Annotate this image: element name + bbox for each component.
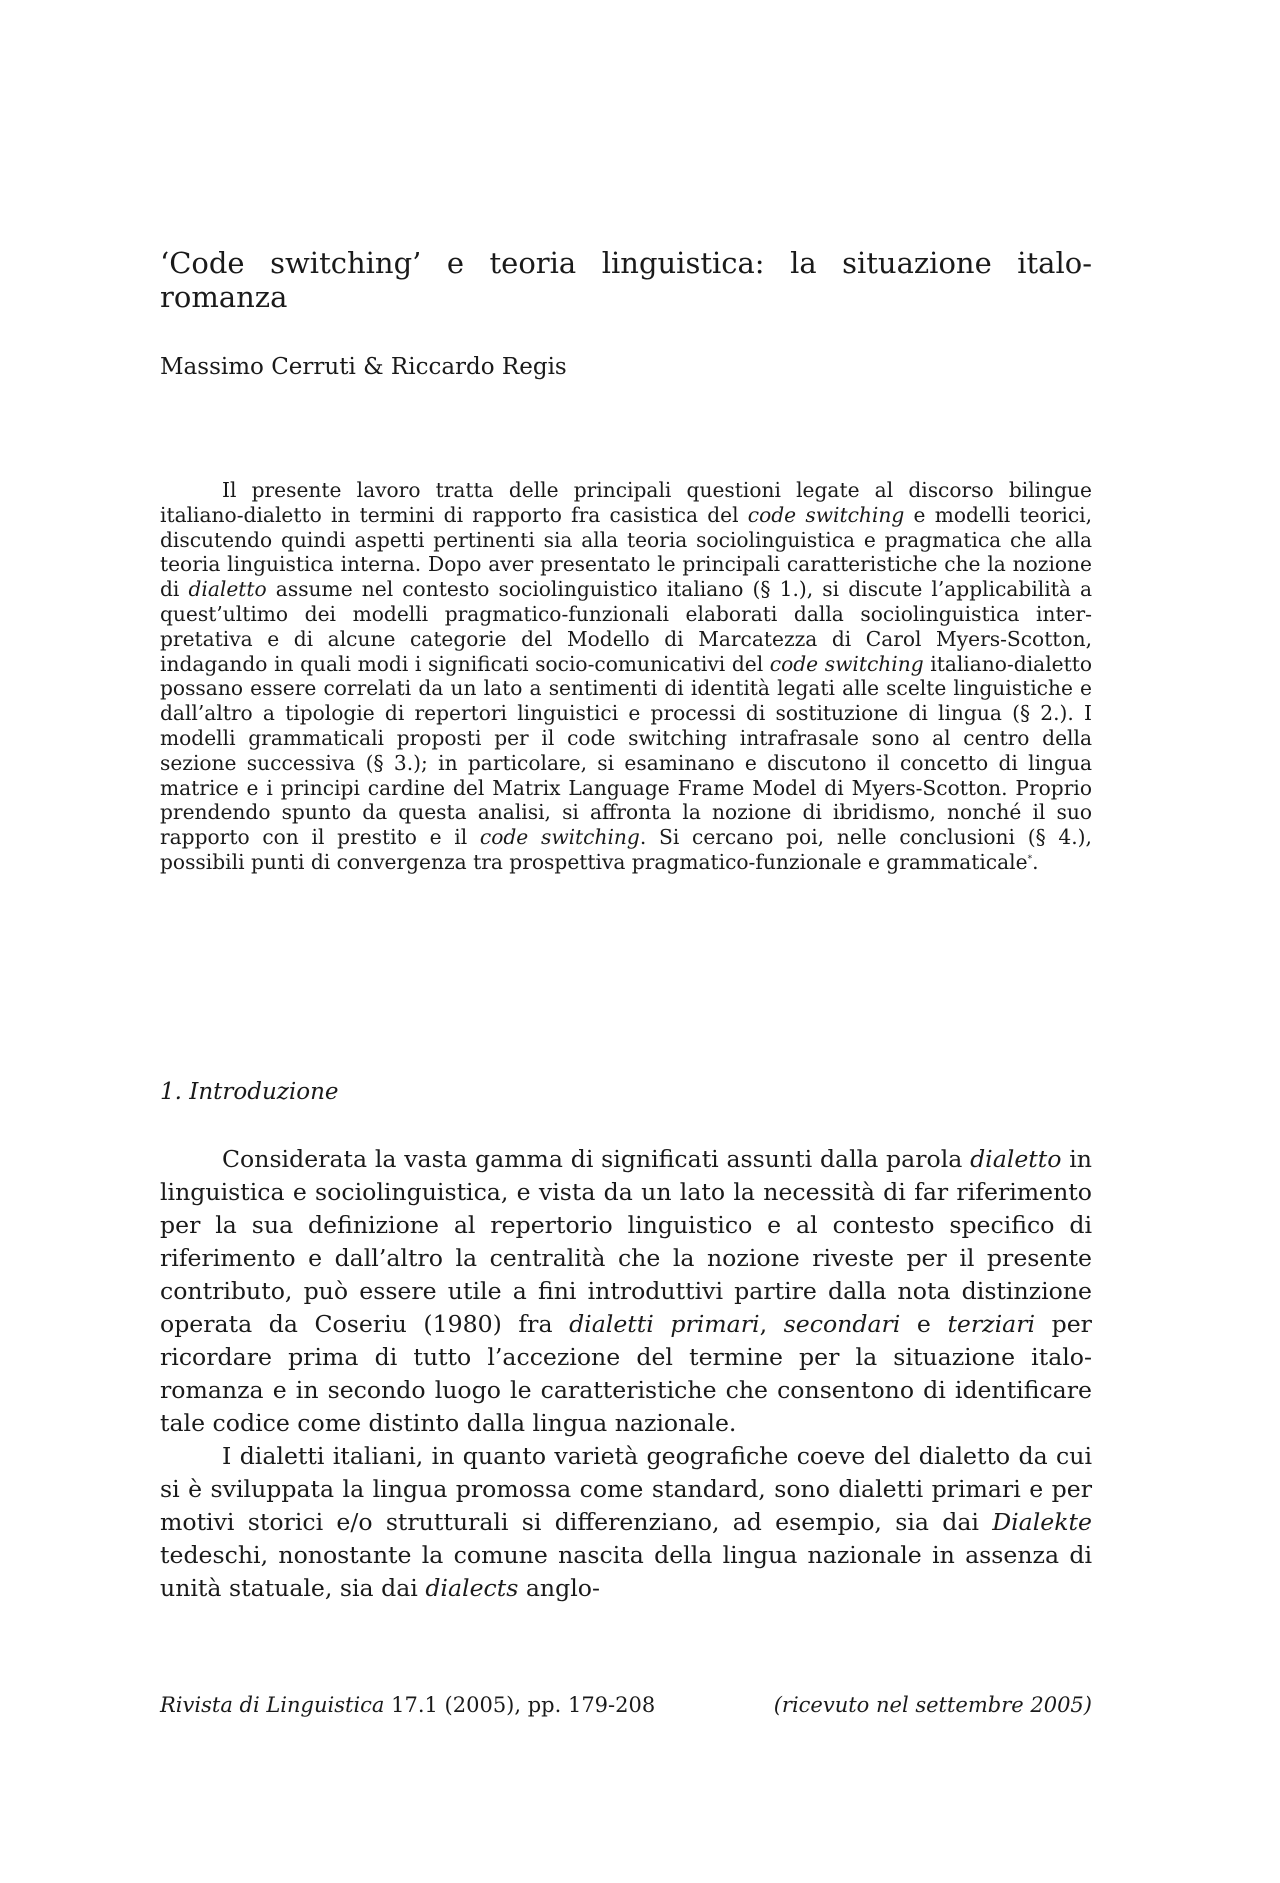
- italic-term: dialetto: [970, 1145, 1062, 1173]
- abstract-italic-term: code switching: [769, 651, 924, 676]
- paragraph-text: Considerata la vasta gamma di significati assunti dalla parola: [222, 1145, 971, 1173]
- received-date: (ricevuto nel settembre 2005): [773, 1693, 1092, 1717]
- article-authors: Massimo Cerruti & Riccardo Regis: [160, 354, 567, 380]
- body-paragraph: [160, 1440, 1092, 1605]
- italic-term: Dialekte: [992, 1508, 1092, 1536]
- body-paragraph: [160, 1143, 1092, 1440]
- abstract-italic-term: code switching: [479, 825, 640, 850]
- article-title: ‘Code switching’ e teoria linguistica: la situazione italo-romanza: [160, 246, 1092, 314]
- paragraph-text: e: [900, 1310, 948, 1338]
- journal-details: 17.1 (2005), pp. 179-208: [384, 1693, 656, 1717]
- abstract-text: assume nel contesto sociolinguistico italiano (§ 1.), si discute l’applicabilità a quest’ultimo dei modelli pragmatico-funzionali elaborati dalla sociolinguistica interpretativa e di alcune categorie del Modello di Marcatezza di Carol Myers-Scotton, indagando in quali modi i significati socio-comunicativi del: [160, 577, 1092, 676]
- journal-citation: [160, 1692, 655, 1718]
- abstract-italic-term: dialetto: [188, 577, 267, 602]
- paragraph-text: anglo-: [518, 1574, 600, 1602]
- abstract-text: . Si cercano poi, nelle conclusioni (§ 4.), possibili punti di convergenza tra prospettiva pragmatico-funzionale e grammaticale: [160, 825, 1092, 874]
- italic-term: terziari: [947, 1310, 1036, 1338]
- footnote-marker[interactable]: *: [1027, 854, 1033, 865]
- abstract: [160, 478, 1092, 875]
- italic-term: secondari: [783, 1310, 901, 1338]
- section-body: [160, 1143, 1092, 1605]
- abstract-text: Il presente lavoro tratta delle principali questioni legate al discorso bilingue italiano-dialetto in termini di rapporto fra casistica del: [160, 478, 1092, 527]
- paragraph-text: ,: [759, 1310, 784, 1338]
- italic-term: dialects: [425, 1574, 519, 1602]
- abstract-text: e modelli teorici, discutendo quindi aspetti pertinenti sia alla teoria sociolinguistica e pragmatica che alla teoria linguistica interna. Dopo aver presentato le principali caratteristiche che la nozione di: [160, 502, 1092, 602]
- paragraph-text: tedeschi, nonostante la comune nascita della lingua nazionale in assenza di unità statuale, sia dai: [160, 1541, 1092, 1602]
- italic-term: dialetti primari: [569, 1310, 760, 1338]
- paragraph-text: in linguistica e sociolinguistica, e vista da un lato la necessità di far riferimento per la sua definizione al repertorio linguistico e al contesto specifico di riferimento e dall’altro la centralità che la nozione riveste per il presente contributo, può essere utile a fini introduttivi partire dalla nota distinzione operata da Coseriu (1980) fra: [160, 1145, 1092, 1338]
- abstract-text: .: [1032, 849, 1039, 874]
- abstract-italic-term: code switching: [747, 502, 905, 527]
- paragraph-text: per ricordare prima di tutto l’accezione del termine per la situazione italo-romanza e in secondo luogo le caratteristiche che consentono di identificare tale codice come distinto dalla lingua nazionale.: [160, 1310, 1092, 1437]
- journal-name: Rivista di Linguistica: [160, 1693, 385, 1717]
- section-heading: 1. Introduzione: [160, 1079, 339, 1105]
- abstract-text: italiano-dialetto possano essere correlati da un lato a sentimenti di identità legati alle scelte linguistiche e dall’altro a tipologie di repertori linguistici e processi di sostituzione di lingua (§ 2.). I modelli grammaticali proposti per il code switching intrafrasale sono al centro della sezione successiva (§ 3.); in particolare, si esaminano e discutono il concetto di lingua matrice e i principi cardine del Matrix Language Frame Model di Myers-Scotton. Proprio prendendo spunto da questa analisi, si affronta la nozione di ibridismo, nonché il suo rapporto con il prestito e il: [160, 651, 1092, 850]
- paragraph-text: I dialetti italiani, in quanto varietà geografiche coeve del dialetto da cui si è sviluppata la lingua promossa come standard, sono dialetti primari e per motivi storici e/o strutturali si differenziano, ad esempio, sia dai: [160, 1442, 1092, 1536]
